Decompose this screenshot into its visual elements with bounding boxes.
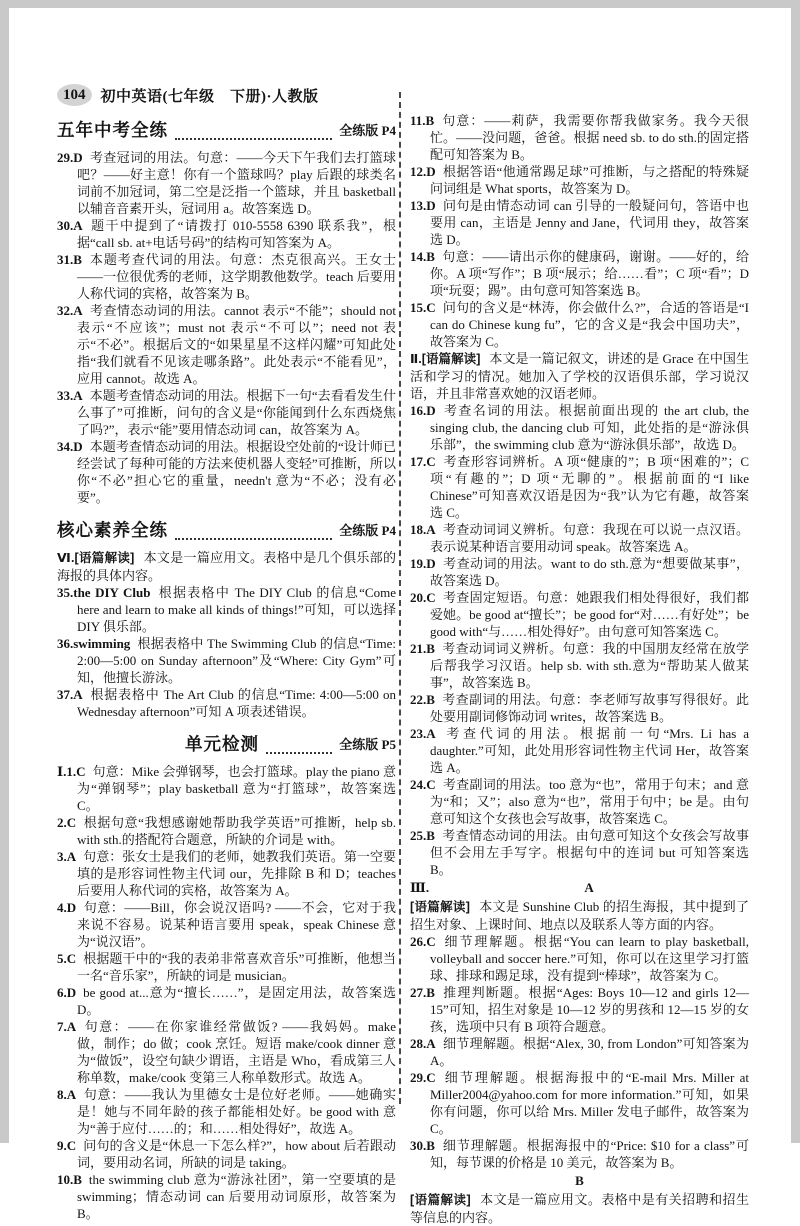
item-number-answer: 21.B — [410, 641, 435, 656]
item-number-answer: 30.B — [410, 1138, 435, 1153]
answer-item: 18.A 考查动词词义辨析。句意：我现在可以说一点汉语。表示说某种语言要用动词 speak。故答案选 A。 — [410, 522, 749, 554]
item-number-answer: 6.D — [57, 985, 77, 1000]
answer-item: 22.B 考查副词的用法。句意：李老师写故事写得很好。此处要用副词修饰动词 writes，故答案选 B。 — [410, 692, 749, 724]
item-number-answer: Ⅰ.1.C — [57, 764, 86, 779]
answer-item: 25.B 考查情态动词的用法。由句意可知这个女孩会写故事但不会用左手写字。根据句中的连词 but 可知答案选 B。 — [410, 828, 749, 877]
answer-item: 7.A 句意：——在你家谁经常做饭? ——我妈妈。make 做，制作；do 做；cook 烹饪。短语 make/cook dinner 意为“做饭”，设空句缺少谓语，主语是 Who，看成第三人称单数，make/cook 变第三人称单数形式。故选 A。 — [57, 1019, 396, 1085]
right-column — [410, 84, 749, 1226]
section-title: 核心素养全练 — [57, 519, 168, 540]
item-number-answer: 12.D — [410, 164, 436, 179]
item-number-answer: 23.A — [410, 726, 436, 741]
answer-item: 35.the DIY Club 根据表格中 The DIY Club 的信息“Come here and learn to make all kinds of things!”可知，可以选择 DIY 俱乐部。 — [57, 585, 396, 634]
answer-item: 24.C 考查副词的用法。too 意为“也”，常用于句末；and 意为“和；又”；also 意为“也”，常用于句中；be 是。由句意可知这个女孩也会写故事，故答案选 C。 — [410, 777, 749, 826]
part-letter: B — [575, 1173, 584, 1188]
answer-item: 6.D be good at...意为“擅长……”，是固定用法，故答案选 D。 — [57, 985, 396, 1017]
dotted-leader — [175, 125, 332, 140]
item-number-answer: 29.D — [57, 150, 83, 165]
answer-item: 12.D 根据答语“他通常踢足球”可推断，与之搭配的特殊疑问词组是 What sports，故答案为 D。 — [410, 164, 749, 196]
answer-item: 15.C 问句的含义是“林涛，你会做什么?”，合适的答语是“I can do Chinese kung fu”，它的含义是“我会中国功夫”，故答案为 C。 — [410, 300, 749, 349]
reading-part-line — [410, 879, 749, 897]
item-number-answer: 24.C — [410, 777, 436, 792]
answer-item: 16.D 考查名词的用法。根据前面出现的 the art club, the singing club, the dancing club 可知，此处指的是“游泳俱乐部”，the swimming club 意为“游泳俱乐部”，故选 D。 — [410, 403, 749, 452]
section-title: 单元检测 — [185, 733, 259, 754]
item-number-answer: 8.A — [57, 1087, 77, 1102]
answer-item: 30.A 题干中提到了“请拨打 010-5558 6390 联系我”，根据“call sb. at+电话号码”的结构可知答案为 A。 — [57, 218, 396, 250]
passage-note-label: [语篇解读] — [410, 1193, 471, 1207]
answer-item: 34.D 本题考查情态动词的用法。根据设空处前的“设计师已经尝试了每种可能的方法来使机器人变轻”可推断，所以你“不必”担心它的重量，needn't 意为“不必；没有必要”。 — [57, 439, 396, 505]
left-column — [57, 84, 396, 1226]
item-number-answer: 37.A — [57, 687, 83, 702]
item-number-answer: 36.swimming — [57, 636, 131, 651]
answer-item: 3.A 句意：张女士是我们的老师，她教我们英语。第一空要填的是形容词性物主代词 our，先排除 B 和 D；teaches 后要用人称代词的宾格，故答案为 A。 — [57, 849, 396, 898]
item-number-answer: 22.B — [410, 692, 435, 707]
answer-item: 27.B 推理判断题。根据“Ages: Boys 10—12 and girls 12—15”可知，招生对象是 10—12 岁的男孩和 12—15 岁的女孩，选项中只有 B 项符合题意。 — [410, 985, 749, 1034]
dotted-leader — [266, 739, 332, 754]
answer-item: 17.C 考查形容词辨析。A 项“健康的”；B 项“困难的”；C 项“有趣的”；D 项“无聊的”。根据前面的“I like Chinese”可知喜欢汉语是因为“我”认为它有趣，故答案选 C。 — [410, 454, 749, 520]
section-header — [57, 520, 396, 540]
page-header — [57, 84, 396, 106]
page-number: 104 — [57, 84, 92, 106]
answer-item: 9.C 问句的含义是“休息一下怎么样?”，how about 后若跟动词，要用动名词，所缺的词是 taking。 — [57, 1138, 396, 1170]
section-header — [57, 120, 396, 140]
page-edge-right — [791, 0, 800, 1143]
item-number-answer: 3.A — [57, 849, 77, 864]
item-number-answer: 14.B — [410, 249, 435, 264]
answer-item: 29.D 考查冠词的用法。句意：——今天下午我们去打篮球吧？——好主意！你有一个篮球吗？play 后跟的球类名词前不加冠词，第二空是泛指一个篮球，并且 basketball 以辅音音素开头，冠词用 a。故答案选 D。 — [57, 150, 396, 216]
item-number-answer: 15.C — [410, 300, 436, 315]
passage-note-label: [语篇解读] — [410, 900, 470, 914]
passage-note: Ⅱ.[语篇解读] 本文是一篇记叙文，讲述的是 Grace 在中国生活和学习的情况。她加入了学校的汉语俱乐部，学习说汉语，并且非常喜欢她的汉语老师。 — [410, 351, 749, 401]
item-number-answer: 34.D — [57, 439, 83, 454]
part-roman-numeral: Ⅲ. — [410, 880, 430, 895]
answer-item: 32.A 考查情态动词的用法。cannot 表示“不能”；should not 表示“不应该”；must not 表示“不可以”；need not 表示“不必”。根据后文的“如果星星不这样闪耀”可知此处指“我们就看不见该走哪条路”。此处表示“不能看见”，应用 cannot。故选 A。 — [57, 303, 396, 386]
item-number-answer: 26.C — [410, 934, 436, 949]
answer-item: 30.B 细节理解题。根据海报中的“Price: $10 for a class”可知，每节课的价格是 10 美元，故答案为 B。 — [410, 1138, 749, 1170]
answer-item: 8.A 句意：——我认为里德女士是位好老师。——她确实是！她与不同年龄的孩子都能相处好。be good with 意为“善于应付……的；和……相处得好”，故选 A。 — [57, 1087, 396, 1136]
answer-item: 37.A 根据表格中 The Art Club 的信息“Time: 4:00—5:00 on Wednesday afternoon”可知 A 项表述错误。 — [57, 687, 396, 719]
answer-item: Ⅰ.1.C 句意：Mike 会弹钢琴，也会打篮球。play the piano 意为“弹钢琴”；play basketball 意为“打篮球”，故答案选 C。 — [57, 764, 396, 813]
answer-item: 14.B 句意：——请出示你的健康码，谢谢。——好的，给你。A 项“写作”；B 项“展示；给……看”；C 项“看”；D 项“玩耍；踢”。由句意可知答案选 B。 — [410, 249, 749, 298]
item-number-answer: 7.A — [57, 1019, 77, 1034]
answer-item: 21.B 考查动词词义辨析。句意：我的中国朋友经常在放学后帮我学习汉语。help sb. with sth.意为“帮助某人做某事”，故答案选 B。 — [410, 641, 749, 690]
item-number-answer: 9.C — [57, 1138, 77, 1153]
item-number-answer: 25.B — [410, 828, 435, 843]
answer-item: 20.C 考查固定短语。句意：她跟我们相处得很好，我们都爱她。be good at“擅长”；be good for“对……有好处”；be good with“与……相处得好”。由句意可知答案选 C。 — [410, 590, 749, 639]
answer-item: 28.A 细节理解题。根据“Alex, 30, from London”可知答案为 A。 — [410, 1036, 749, 1068]
passage-note-label: Ⅱ.[语篇解读] — [410, 352, 481, 366]
section-title: 五年中考全练 — [57, 119, 168, 140]
answer-item: 4.D 句意：——Bill，你会说汉语吗? ——不会，它对于我来说不容易。说某种语言要用 speak，speak Chinese 意为“说汉语”。 — [57, 900, 396, 949]
passage-note-label: Ⅵ.[语篇解读] — [57, 551, 135, 565]
answer-item: 33.A 本题考查情态动词的用法。根据下一句“去看看发生什么事了”可推断，问句的含义是“你能闻到什么东西烧焦了吗?”，表示“能”要用情态动词 can，故答案为 A。 — [57, 388, 396, 437]
passage-note: [语篇解读] 本文是 Sunshine Club 的招生海报，其中提到了招生对象、上课时间、地点以及联系人等方面的内容。 — [410, 899, 749, 932]
page-title: 初中英语(七年级 下册)·人教版 — [100, 88, 319, 105]
item-number-answer: 13.D — [410, 198, 436, 213]
item-number-answer: 19.D — [410, 556, 436, 571]
reading-part-line — [410, 1172, 749, 1190]
answer-item: 2.C 根据句意“我想感谢她帮助我学英语”可推断，help sb. with sth.的搭配符合题意，所缺的介词是 with。 — [57, 815, 396, 847]
part-letter: A — [584, 880, 594, 895]
item-number-answer: 27.B — [410, 985, 435, 1000]
item-number-answer: 32.A — [57, 303, 83, 318]
item-number-answer: 11.B — [410, 113, 435, 128]
item-number-answer: 16.D — [410, 403, 436, 418]
item-number-answer: 10.B — [57, 1172, 82, 1187]
section-header — [57, 734, 396, 754]
page-edge-left — [0, 0, 9, 1143]
item-number-answer: 29.C — [410, 1070, 436, 1085]
item-number-answer: 4.D — [57, 900, 77, 915]
item-number-answer: 28.A — [410, 1036, 436, 1051]
item-number-answer: 20.C — [410, 590, 436, 605]
item-number-answer: 18.A — [410, 522, 436, 537]
section-page-ref: 全练版 P4 — [339, 523, 396, 538]
page-content — [57, 84, 749, 1226]
item-number-answer: 33.A — [57, 388, 83, 403]
item-number-answer: 30.A — [57, 218, 83, 233]
answer-item: 10.B the swimming club 意为“游泳社团”，第一空要填的是 swimming；情态动词 can 后要用动词原形，故答案为 B。 — [57, 1172, 396, 1221]
answer-item: 23.A 考查代词的用法。根据前一句“Mrs. Li has a daughter.”可知，此处用形容词性物主代词 Her，故答案选 A。 — [410, 726, 749, 775]
section-page-ref: 全练版 P5 — [339, 737, 396, 752]
answer-item: 13.D 问句是由情态动词 can 引导的一般疑问句，答语中也要用 can，主语是 Jenny and Jane，代词用 they，故答案选 D。 — [410, 198, 749, 247]
answer-item: 19.D 考查动词的用法。want to do sth.意为“想要做某事”，故答案选 D。 — [410, 556, 749, 588]
answer-item: 5.C 根据题干中的“我的表弟非常喜欢音乐”可推断，他想当一名“音乐家”，所缺的词是 musician。 — [57, 951, 396, 983]
answer-item: 31.B 本题考查代词的用法。句意：杰克很高兴。王女士——一位很优秀的老师，这学期教他数学。teach 后要用人称代词的宾格，故答案为 B。 — [57, 252, 396, 301]
item-number-answer: 5.C — [57, 951, 77, 966]
dotted-leader — [175, 525, 332, 540]
answer-item: 29.C 细节理解题。根据海报中的“E-mail Mrs. Miller at Miller2004@yahoo.com for more information.”可知，如果你有问题，你可以给 Mrs. Miller 发电子邮件，故答案为 C。 — [410, 1070, 749, 1136]
answer-item: 26.C 细节理解题。根据“You can learn to play basketball, volleyball and soccer here.”可知，你可以在这里学习打篮球、排球和踢足球，没有提到“棒球”，故答案为 C。 — [410, 934, 749, 983]
passage-note: [语篇解读] 本文是一篇应用文。表格中是有关招聘和招生等信息的内容。 — [410, 1192, 749, 1225]
column-gap — [396, 84, 410, 1226]
item-number-answer: 31.B — [57, 252, 82, 267]
item-number-answer: 17.C — [410, 454, 436, 469]
passage-note: Ⅵ.[语篇解读] 本文是一篇应用文。表格中是几个俱乐部的海报的具体内容。 — [57, 550, 396, 583]
answer-item: 11.B 句意：——莉萨，我需要你帮我做家务。我今天很忙。——没问题，爸爸。根据 need sb. to do sth.的固定搭配可知答案为 B。 — [410, 113, 749, 162]
section-page-ref: 全练版 P4 — [339, 123, 396, 138]
page-edge-top — [0, 0, 800, 8]
answer-item: 36.swimming 根据表格中 The Swimming Club 的信息“Time: 2:00—5:00 on Sunday afternoon”及“Where: City Gym”可知，他擅长游泳。 — [57, 636, 396, 685]
item-number-answer: 2.C — [57, 815, 77, 830]
item-number-answer: 35.the DIY Club — [57, 585, 151, 600]
